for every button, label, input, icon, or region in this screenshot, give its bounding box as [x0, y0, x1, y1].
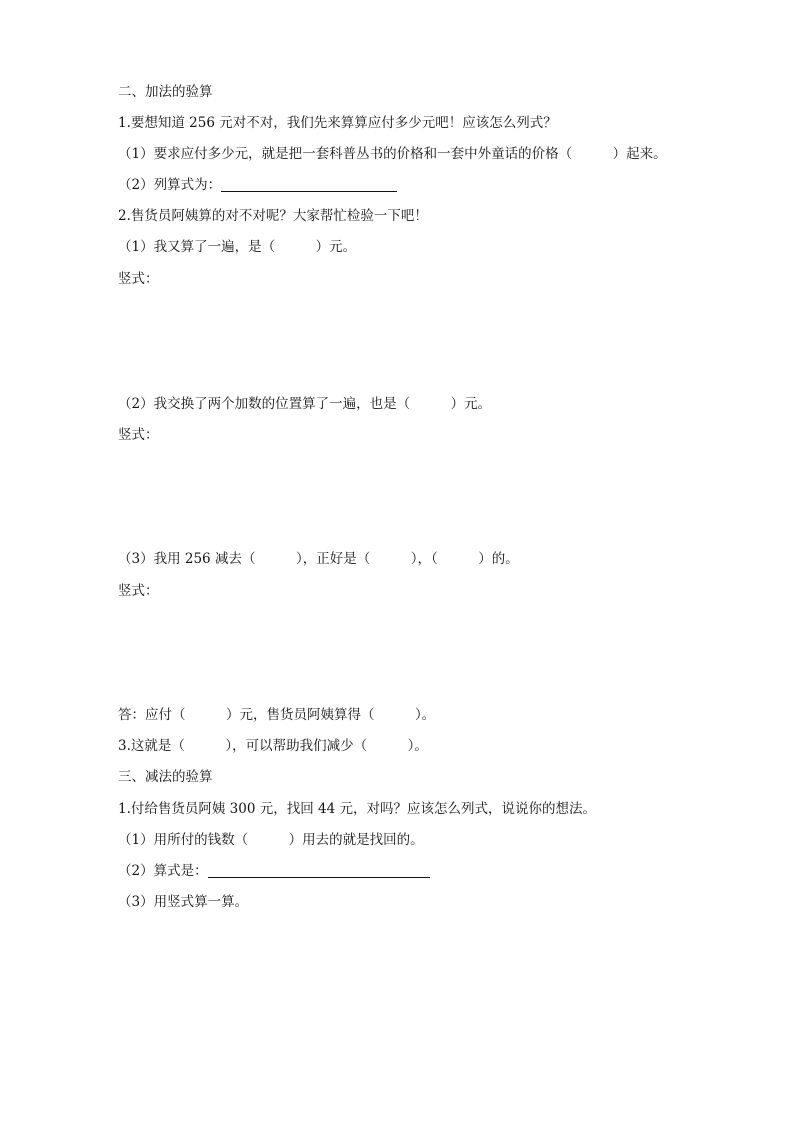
addition-formula-blank[interactable]	[221, 177, 397, 192]
vertical-form-label-1: 竖式：	[118, 271, 159, 287]
addition-section-heading: 二、加法的验算	[118, 84, 213, 100]
vertical-form-label-2: 竖式：	[118, 427, 159, 443]
addition-question-2-part-3: （3）我用 256 减去（ ），正好是（ ），（ ）的。	[118, 551, 519, 567]
addition-question-1-part-1: （1）要求应付多少元，就是把一套科普丛书的价格和一套中外童话的价格（ ）起来。	[118, 146, 667, 162]
addition-question-2-part-2: （2）我交换了两个加数的位置算了一遍，也是（ ）元。	[118, 396, 492, 412]
addition-question-1: 1.要想知道 256 元对不对，我们先来算算应付多少元吧！应该怎么列式？	[118, 115, 557, 131]
addition-answer: 答：应付（ ）元，售货员阿姨算得（ ）。	[118, 707, 436, 723]
addition-formula-label: （2）列算式为：	[118, 177, 222, 193]
subtraction-question-1-part-2	[118, 862, 430, 880]
subtraction-question-1: 1.付给售货员阿姨 300 元，找回 44 元，对吗？应该怎么列式，说说你的想法。	[118, 801, 596, 817]
addition-question-2-part-1: （1）我又算了一遍，是（ ）元。	[118, 239, 357, 255]
subtraction-formula-label: （2）算式是：	[118, 863, 208, 879]
addition-question-1-part-2	[118, 176, 397, 194]
vertical-form-label-3: 竖式：	[118, 583, 159, 599]
subtraction-question-1-part-1: （1）用所付的钱数（ ）用去的就是找回的。	[118, 832, 424, 848]
subtraction-question-1-part-3: （3）用竖式算一算。	[118, 894, 249, 910]
subtraction-section-heading: 三、减法的验算	[118, 769, 213, 785]
addition-question-3: 3.这就是（ ），可以帮助我们减少（ ）。	[118, 738, 428, 754]
subtraction-formula-blank[interactable]	[208, 863, 430, 878]
addition-question-2: 2.售货员阿姨算的对不对呢？大家帮忙检验一下吧！	[118, 208, 428, 224]
